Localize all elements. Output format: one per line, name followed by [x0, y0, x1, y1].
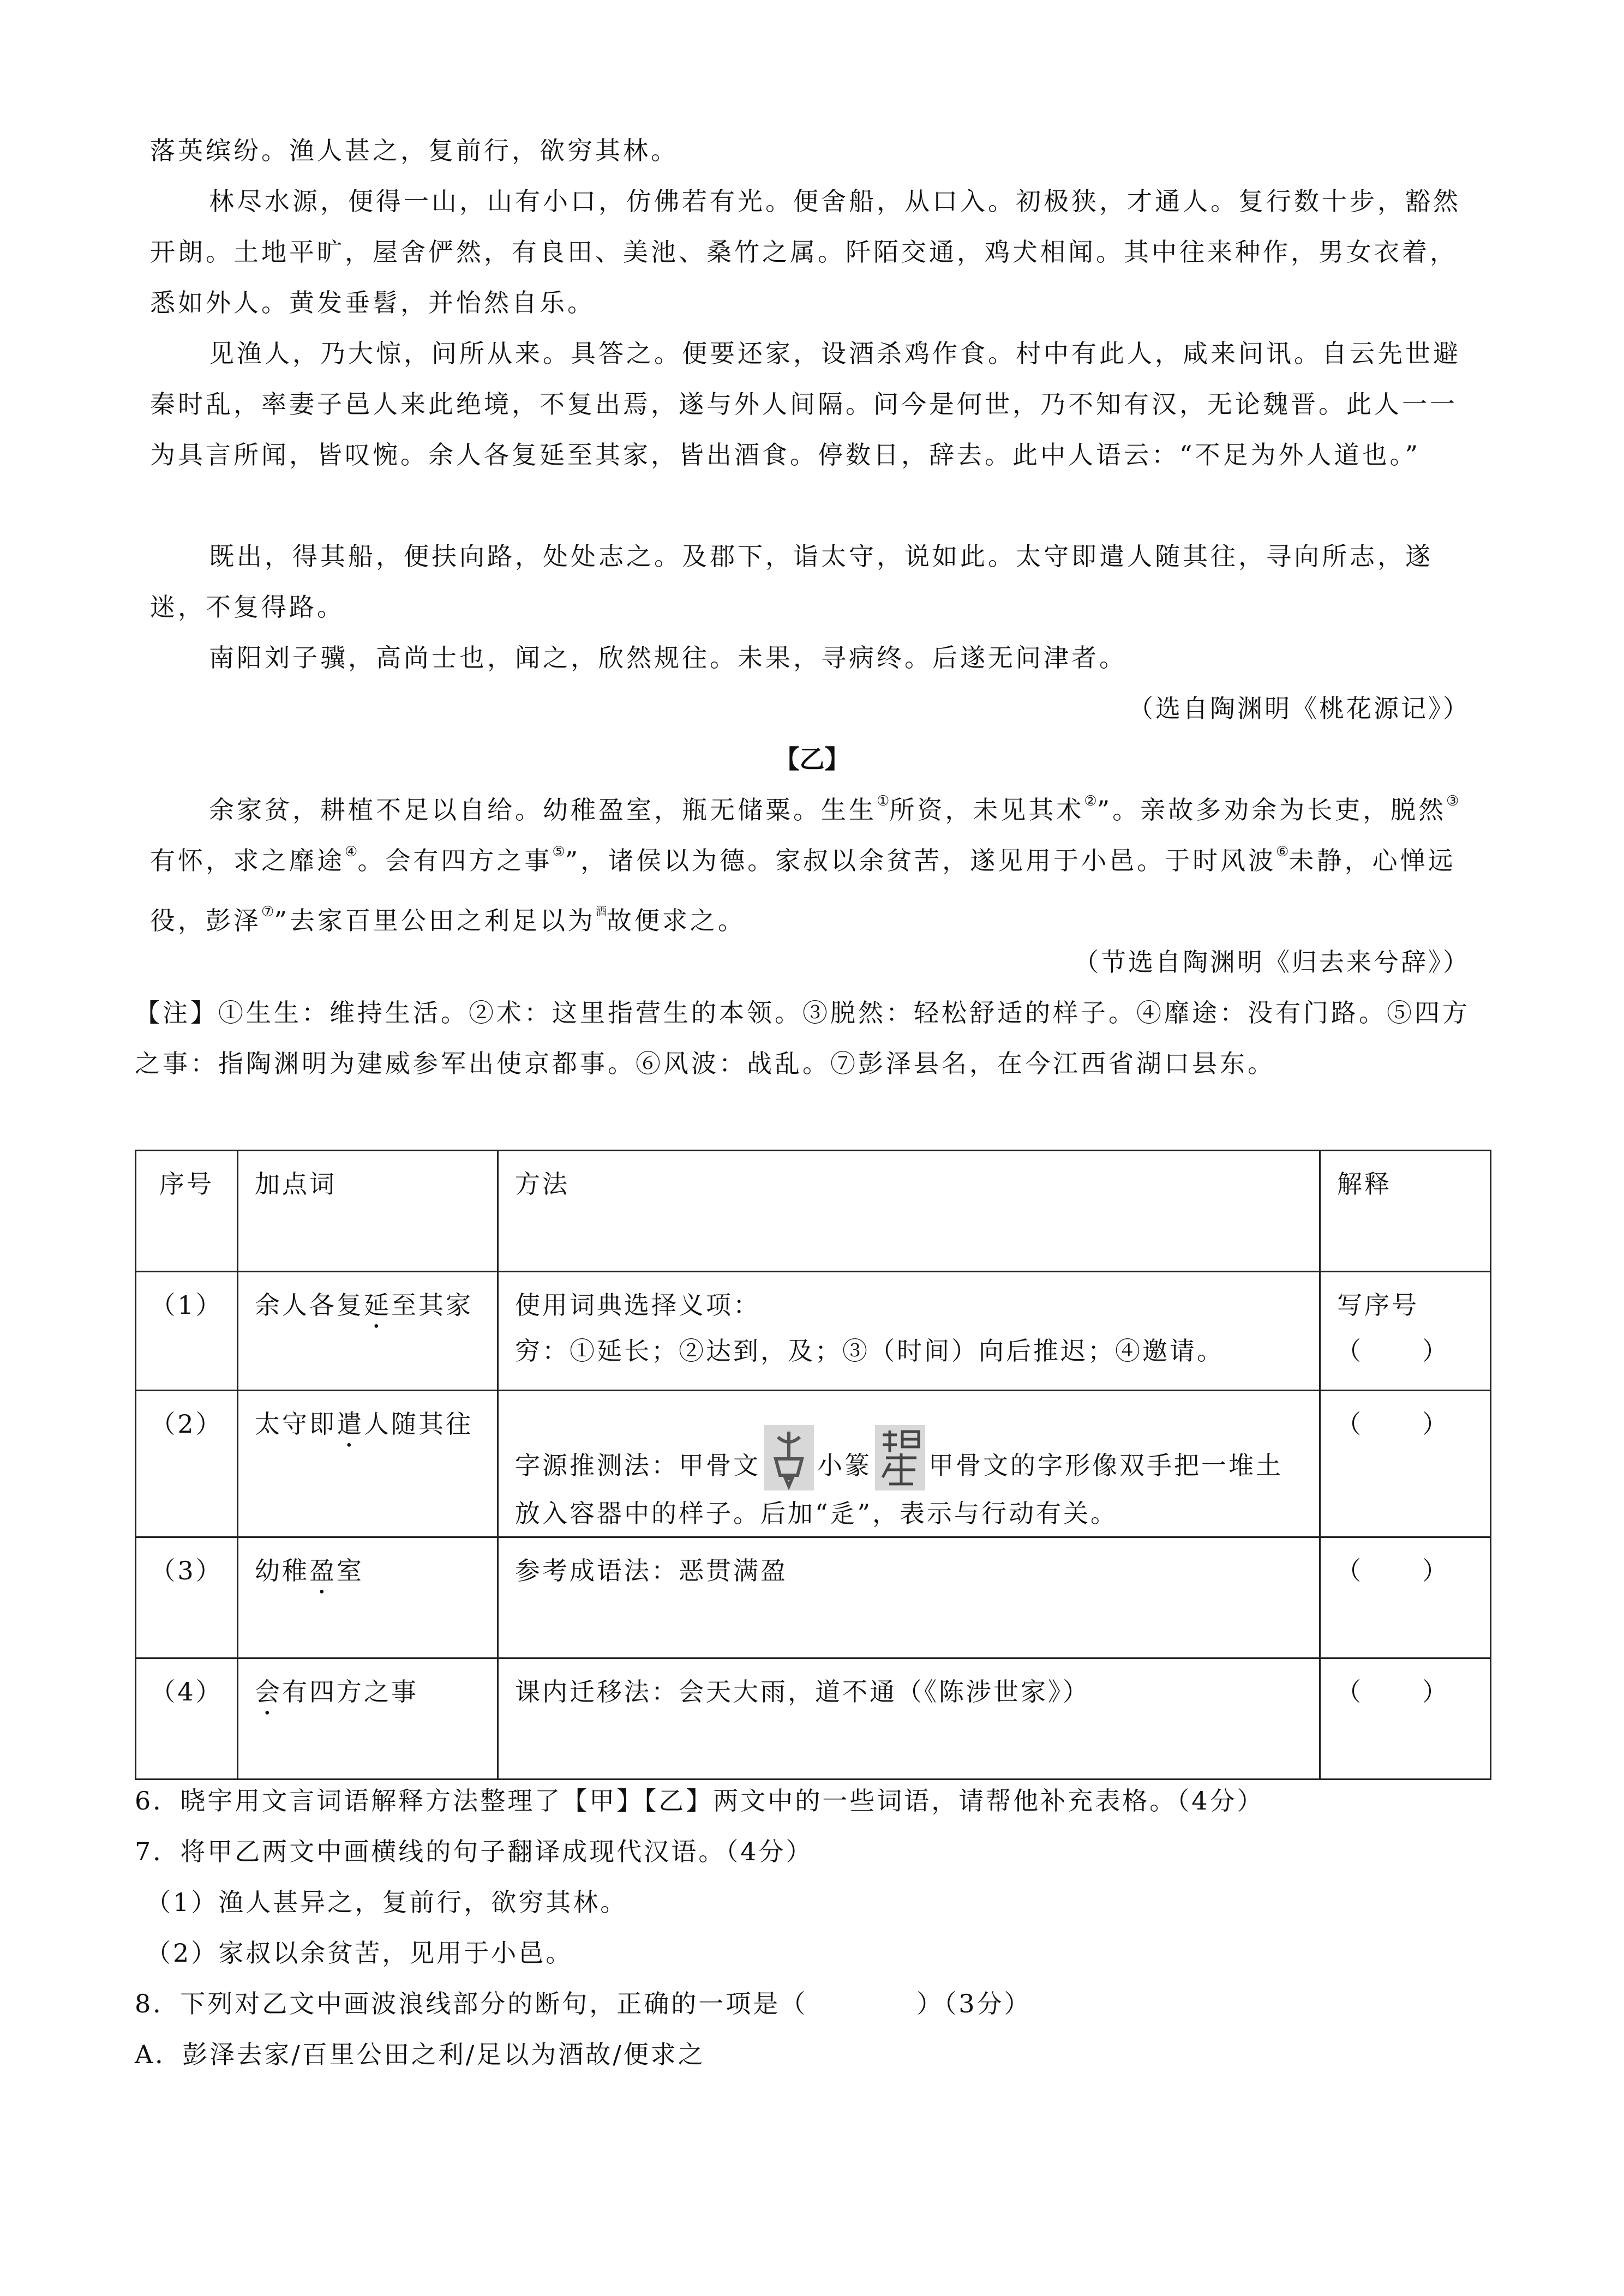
row3-word-post: 室 — [337, 1556, 364, 1585]
question-8-score: ）（3分） — [916, 1989, 1032, 2018]
row1-answer-blank[interactable] — [1321, 1328, 1449, 1374]
notes: 【注】①生生：维持生活。②术：这里指营生的本领。③脱然：轻松舒适的样子。④靡途：没有门路。⑤四方之事：指陶渊明为建威参军出使京都事。⑥风波：战乱。⑦彭泽县名，在今江西省湖口县东。 — [135, 998, 1470, 1078]
row3-word-dot: 盈 — [309, 1556, 337, 1585]
header-method: 方法 — [498, 1151, 1320, 1272]
table-row — [136, 1658, 1491, 1780]
row3-method — [498, 1537, 1320, 1658]
row3-word-pre: 幼稚 — [255, 1556, 309, 1585]
note-ref-7: ⑦ — [261, 904, 274, 920]
paren-right: ） — [1422, 1556, 1449, 1585]
passage-b-s4: 有怀，求之靡途 — [150, 846, 345, 875]
row1-no: （1） — [136, 1272, 238, 1391]
note-ref-6: ⑥ — [1276, 844, 1289, 860]
row4-word — [238, 1658, 498, 1780]
passage-b-s3: ”。亲故多劝余为长吏，脱然 — [1096, 795, 1447, 825]
row1-word-dot: 延 — [364, 1290, 391, 1320]
question-8 — [135, 1979, 1032, 2029]
vocab-table — [135, 1150, 1491, 1780]
row3-answer — [1320, 1537, 1491, 1658]
passage-b-source: （节选自陶渊明《归去来兮辞》） — [1074, 947, 1470, 977]
passage-b-s7: 未静，心惮远役，彭泽 — [150, 846, 1456, 935]
row4-answer-blank[interactable] — [1321, 1669, 1449, 1715]
note-ref-1: ① — [877, 793, 890, 809]
note-ref-5: ⑤ — [552, 844, 565, 860]
oracle-bone-glyph-image — [764, 1425, 814, 1490]
row3-no: （3） — [136, 1537, 238, 1658]
passage-a-para3: 既出，得其船，便扶向路，处处志之。及郡下，诣太守，说如此。太守即遣人随其往，寻向所志，遂迷，不复得路。 — [150, 542, 1433, 622]
row2-answer — [1320, 1391, 1491, 1537]
table-row — [136, 1391, 1491, 1537]
question-6: 6．晓宇用文言词语解释方法整理了【甲】【乙】两文中的一些词语，请帮他补充表格。（4分） — [135, 1786, 1265, 1816]
row2-method-b: 小篆 — [817, 1451, 872, 1480]
row1-word — [238, 1272, 498, 1391]
question-7: 7．将甲乙两文中画横线的句子翻译成现代汉语。（4分） — [135, 1837, 813, 1866]
note-ref-2: ② — [1084, 793, 1097, 809]
row1-word-pre: 余人各复 — [255, 1290, 364, 1320]
question-8-stem: 8．下列对乙文中画波浪线部分的断句，正确的一项是（ — [135, 1989, 808, 2018]
paren-right: ） — [1422, 1336, 1449, 1366]
row2-method-line1 — [515, 1425, 1306, 1490]
passage-b-s2: 所资，未见其术 — [889, 795, 1084, 825]
passage-b-text — [150, 785, 1470, 946]
row2-word-post: 人随其往 — [364, 1409, 473, 1439]
passage-a-source: （选自陶渊明《桃花源记》） — [1128, 694, 1470, 723]
row4-word-post: 有四方之事 — [282, 1677, 418, 1706]
row2-method — [498, 1391, 1320, 1537]
passage-a-line0: 落英缤纷。渔人甚之，复前行，欲穷其林。 — [150, 136, 679, 165]
passage-b-s5: 。会有四方之事 — [357, 846, 553, 875]
row2-word-dot: 遣 — [337, 1409, 364, 1439]
paren-left: （ — [1336, 1677, 1363, 1706]
row2-method-a: 字源推测法：甲骨文 — [515, 1451, 760, 1480]
passage-b-tiny-char: 酒 — [595, 905, 607, 918]
question-8-option-a[interactable]: A．彭泽去家/百里公田之利/足以为酒故/便求之 — [135, 2040, 705, 2069]
paren-right: ） — [1422, 1677, 1449, 1706]
note-ref-4: ④ — [345, 844, 358, 860]
row4-method — [498, 1658, 1320, 1780]
passage-b-s1: 余家贫，耕植不足以自给。幼稚盈室，瓶无储粟。生生 — [209, 795, 877, 825]
table-row — [136, 1537, 1491, 1658]
row4-no: （4） — [136, 1658, 238, 1780]
row2-no: （2） — [136, 1391, 238, 1537]
row1-method-line2: 穷：①延长；②达到，及；③（时间）向后推迟；④邀请。 — [515, 1336, 1224, 1366]
row2-answer-blank[interactable] — [1321, 1401, 1449, 1447]
table-row — [136, 1272, 1491, 1391]
row3-method-line1: 参考成语法：恶贯满盈 — [515, 1556, 788, 1585]
header-word: 加点词 — [238, 1151, 498, 1272]
passage-b-s6: ”，诸侯以为德。家叔以余贫苦，遂见用于小邑。于时风波 — [565, 846, 1277, 875]
row4-method-line1: 课内迁移法：会天大雨，道不通（《陈涉世家》） — [515, 1677, 1090, 1706]
question-7-2: （2）家叔以余贫苦，见用于小邑。 — [146, 1938, 573, 1968]
passage-b-s8: ”去家百里公田之利足以为 — [274, 906, 596, 935]
row2-word — [238, 1391, 498, 1537]
passage-b-s10: 故便求之。 — [606, 906, 746, 935]
row1-word-post: 至其家 — [391, 1290, 473, 1320]
row1-method — [498, 1272, 1320, 1391]
passage-a-para2: 见渔人，乃大惊，问所从来。具答之。便要还家，设酒杀鸡作食。村中有此人，咸来问讯。自云先世避秦时乱，率妻子邑人来此绝境，不复出焉，遂与外人间隔。问今是何世，乃不知有汉，无论魏晋。此人一一为具言所闻，皆叹惋。余人各复延至其家，皆出酒食。停数日，辞去。此中人语云：“不足为外人道也。” — [150, 339, 1461, 470]
passage-a-para4: 南阳刘子骥，高尚士也，闻之，欣然规往。未果，寻病终。后遂无问津者。 — [209, 643, 1127, 672]
row2-method-line2: 放入容器中的样子。后加“辵”，表示与行动有关。 — [515, 1499, 1118, 1528]
paren-right: ） — [1422, 1409, 1449, 1439]
row2-word-pre: 太守即 — [255, 1409, 337, 1439]
paren-left: （ — [1336, 1556, 1363, 1585]
row4-word-dot: 会 — [255, 1677, 282, 1706]
row3-answer-blank[interactable] — [1321, 1548, 1449, 1594]
passage-a-para1: 林尽水源，便得一山，山有小口，仿佛若有光。便舍船，从口入。初极狭，才通人。复行数十步，豁然开朗。土地平旷，屋舍俨然，有良田、美池、桑竹之属。阡陌交通，鸡犬相闻。其中往来种作，男女衣着，悉如外人。黄发垂髫，并怡然自乐。 — [150, 187, 1461, 317]
row1-answer — [1320, 1272, 1491, 1391]
header-no: 序号 — [136, 1151, 238, 1272]
passage-b-title: 【乙】 — [774, 744, 850, 774]
row4-answer — [1320, 1658, 1491, 1780]
note-ref-3: ③ — [1446, 793, 1459, 809]
row1-method-line1: 使用词典选择义项： — [515, 1290, 760, 1320]
seal-script-glyph-image — [875, 1425, 925, 1490]
header-explain: 解释 — [1320, 1151, 1491, 1272]
row1-answer-label: 写序号 — [1337, 1290, 1419, 1320]
row2-method-c: 甲骨文的字形像双手把一堆土 — [928, 1451, 1283, 1480]
paren-left: （ — [1336, 1409, 1363, 1439]
paren-left: （ — [1336, 1336, 1363, 1366]
row3-word — [238, 1537, 498, 1658]
question-7-1: （1）渔人甚异之，复前行，欲穷其林。 — [146, 1888, 628, 1917]
table-header-row — [136, 1151, 1491, 1272]
